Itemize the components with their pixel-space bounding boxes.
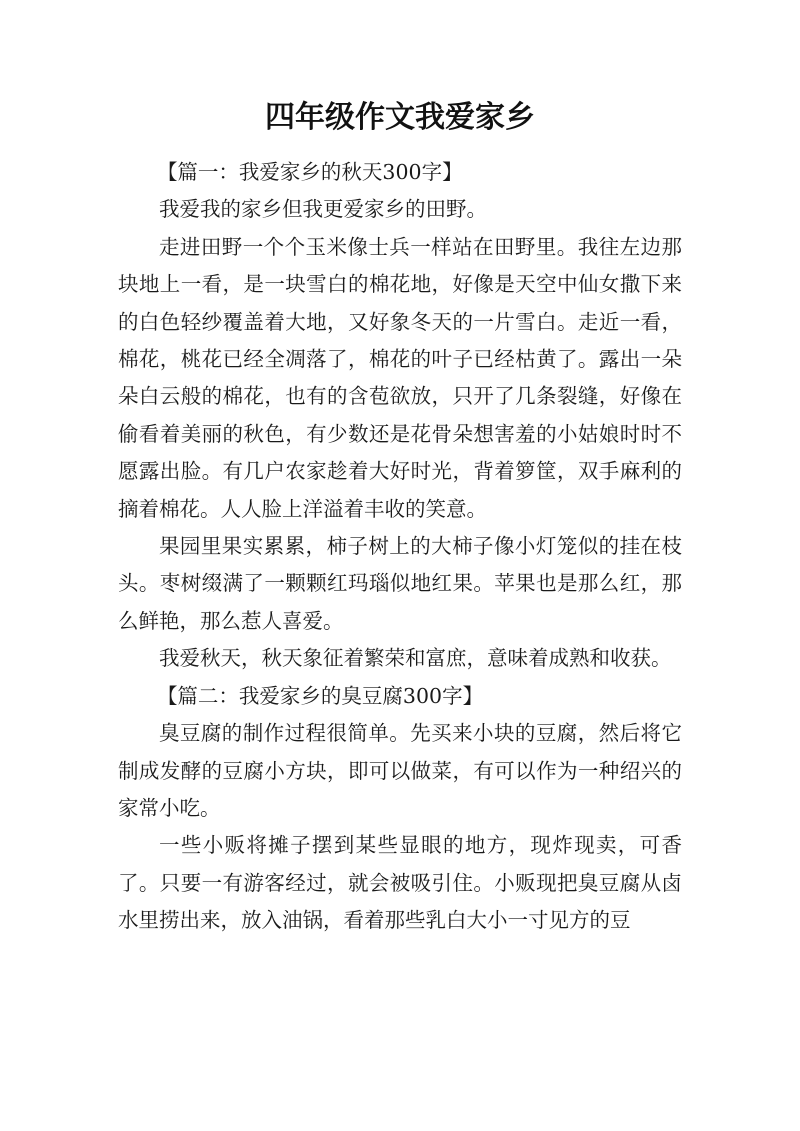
paragraph: 我爱我的家乡但我更爱家乡的田野。 — [159, 197, 487, 222]
document-title: 四年级作文我爱家乡 — [265, 100, 535, 135]
section-heading-2: 【篇二：我爱家乡的臭豆腐300字】 — [156, 683, 484, 708]
paragraph: 一些小贩将摊子摆到某些显眼的地方，现炸现卖，可香了。只要一有游客经过，就会被吸引住。小贩现把臭豆腐从卤水里捞出来，放入油锅，看着那些乳白大小一寸见方的豆 — [118, 833, 682, 933]
paragraph: 走进田野一个个玉米像士兵一样站在田野里。我往左边那块地上一看，是一块雪白的棉花地，好像是天空中仙女撒下来的白色轻纱覆盖着大地，又好象冬天的一片雪白。走近一看，棉花，桃花已经全凋落了，棉花的叶子已经枯黄了。露出一朵朵白云般的棉花，也有的含苞欲放，只开了几条裂缝，好像在偷看着美丽的秋色，有少数还是花骨朵想害羞的小姑娘时时不愿露出脸。有几户农家趁着大好时光，背着箩筐，双手麻利的摘着棉花。人人脸上洋溢着丰收的笑意。 — [118, 234, 682, 521]
paragraph: 我爱秋天，秋天象征着繁荣和富庶，意味着成熟和收获。 — [159, 646, 672, 671]
paragraph: 臭豆腐的制作过程很简单。先买来小块的豆腐，然后将它制成发酵的豆腐小方块，即可以做菜，有可以作为一种绍兴的家常小吃。 — [118, 721, 682, 820]
paragraph: 果园里果实累累，柿子树上的大柿子像小灯笼似的挂在枝头。枣树缀满了一颗颗红玛瑙似地红果。苹果也是那么红，那么鲜艳，那么惹人喜爱。 — [118, 534, 682, 633]
section-heading-1: 【篇一：我爱家乡的秋天300字】 — [156, 160, 463, 184]
document-body — [118, 154, 682, 940]
